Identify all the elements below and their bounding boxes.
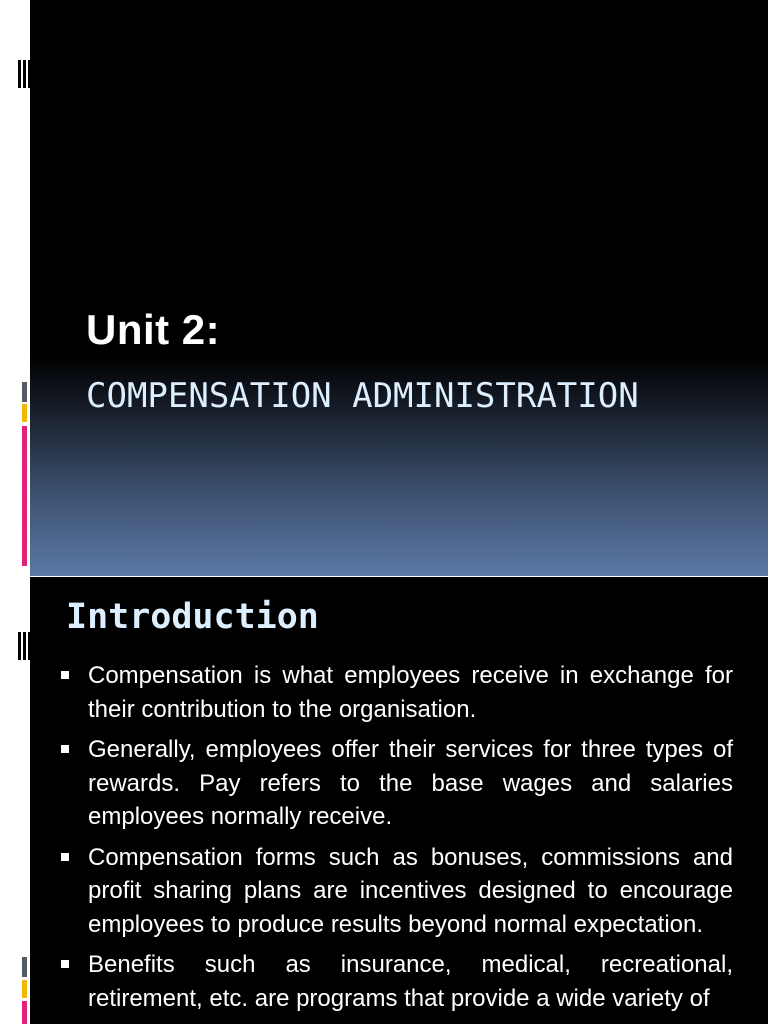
slide-subtitle: COMPENSATION ADMINISTRATION (86, 376, 639, 416)
slide-title: Unit 2: (86, 306, 221, 353)
square-bullet-icon (61, 853, 69, 861)
bullet-item (60, 733, 733, 834)
square-bullet-icon (61, 745, 69, 753)
bullet-item (60, 948, 733, 1015)
accent-yellow-bar (22, 980, 27, 998)
content-slide (30, 577, 768, 1024)
accent-gray-bar (22, 382, 27, 402)
accent-yellow-bar (22, 404, 27, 422)
accent-pink-bar (22, 1001, 27, 1024)
accent-pink-bar (22, 426, 27, 566)
bullet-list (60, 659, 733, 1022)
bullet-text: Benefits such as insurance, medical, recreational, retirement, etc. are programs that provide a wide variety of (88, 951, 733, 1012)
square-bullet-icon (61, 960, 69, 968)
bullet-item (60, 659, 733, 726)
title-slide (30, 0, 768, 576)
section-heading: Introduction (66, 597, 319, 637)
accent-gray-bar (22, 957, 27, 977)
square-bullet-icon (61, 671, 69, 679)
slide-1-left-margin (0, 0, 30, 576)
triple-bar-icon (18, 632, 30, 660)
bullet-text: Compensation forms such as bonuses, commissions and profit sharing plans are incentives designed to encourage employees to produce results beyond normal expectation. (88, 843, 733, 938)
triple-bar-icon (18, 60, 30, 88)
bullet-text: Compensation is what employees receive in exchange for their contribution to the organisation. (88, 662, 733, 723)
slide-2-left-margin (0, 577, 30, 1024)
bullet-text: Generally, employees offer their services for three types of rewards. Pay refers to the base wages and salaries employees normally receive. (88, 736, 733, 830)
bullet-item (60, 841, 733, 942)
